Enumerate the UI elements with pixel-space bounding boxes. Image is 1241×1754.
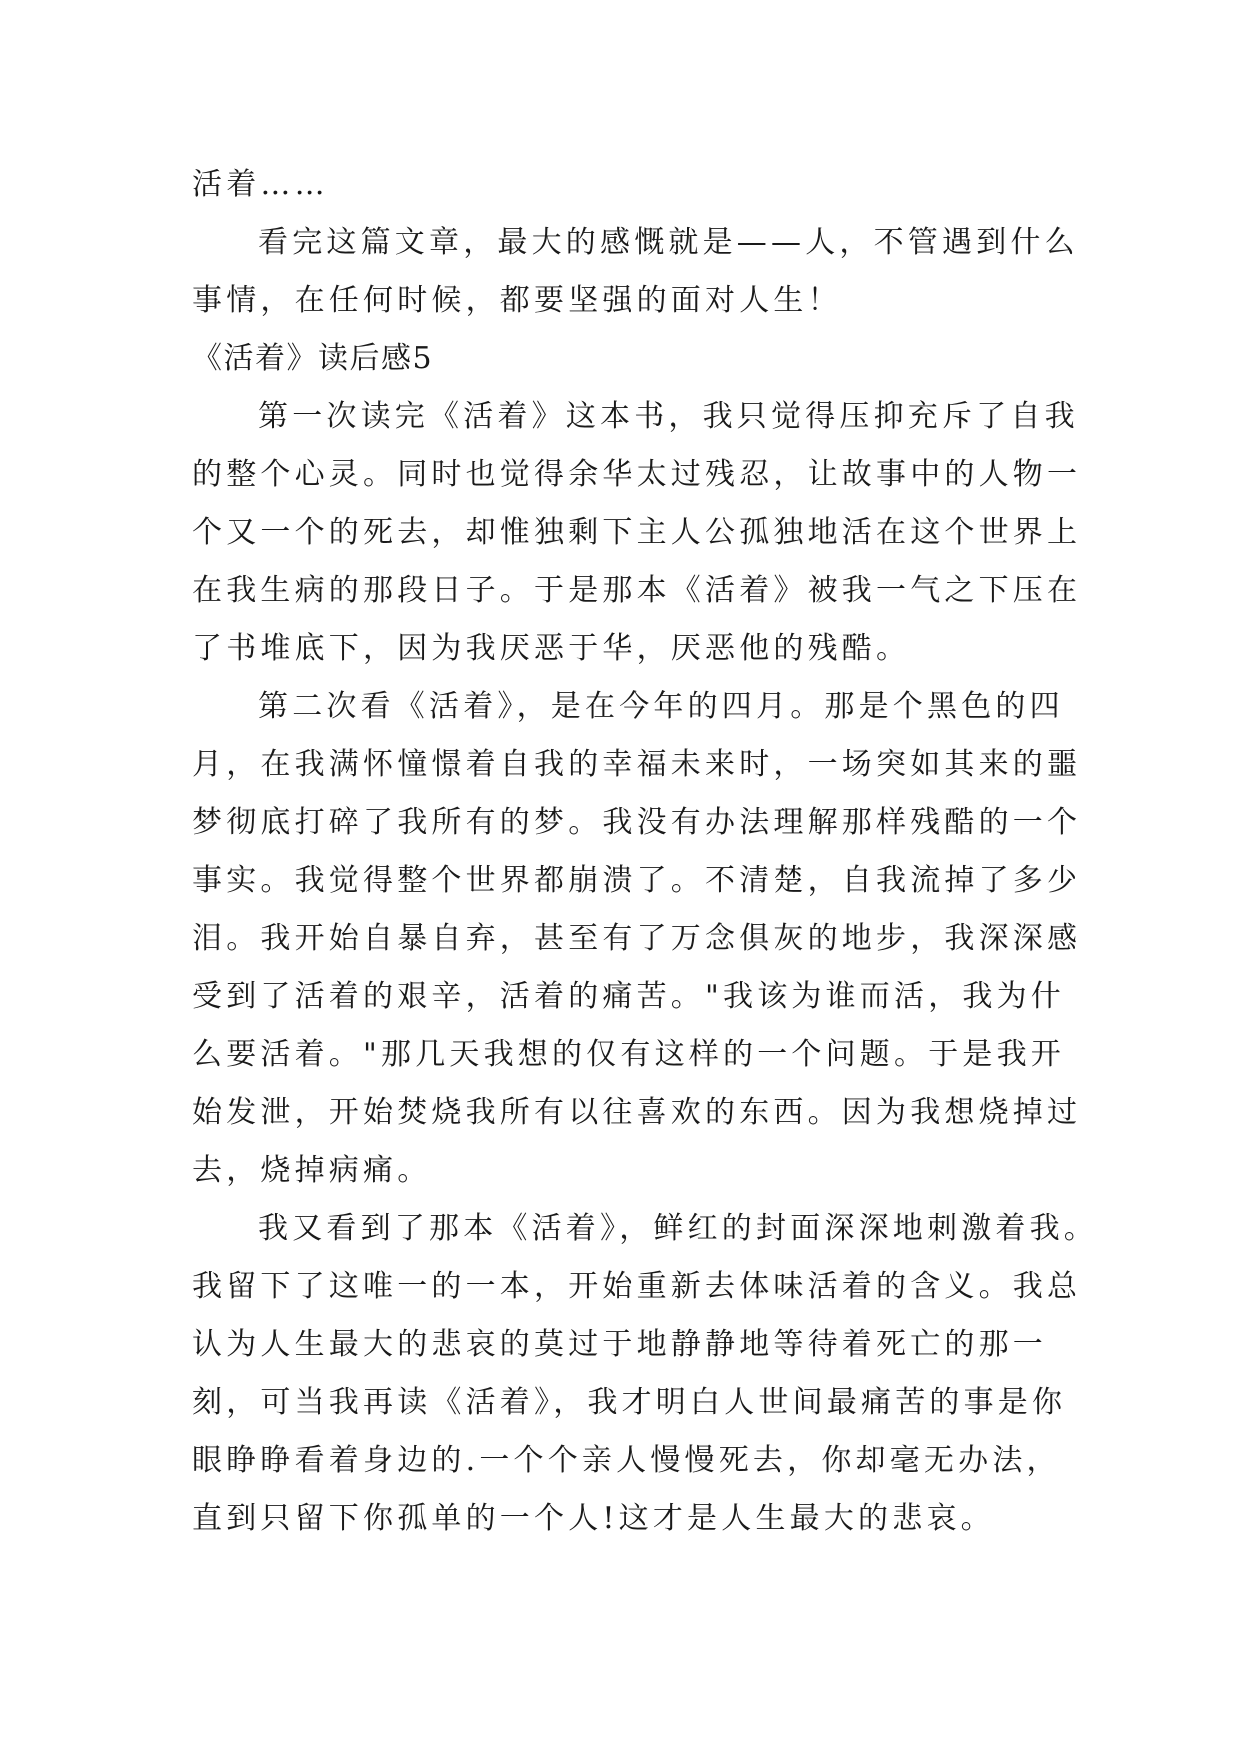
text-line: 事情，在任何时候，都要坚强的面对人生！ bbox=[192, 283, 842, 318]
paragraph-start-line: 第一次读完《活着》这本书，我只觉得压抑充斥了自我 bbox=[258, 399, 1079, 434]
text-line: 活着…… bbox=[192, 167, 329, 202]
text-line: 月，在我满怀憧憬着自我的幸福未来时，一场突如其来的噩 bbox=[192, 747, 1082, 782]
text-line: 受到了活着的艰辛，活着的痛苦。"我该为谁而活，我为什 bbox=[192, 979, 1065, 1014]
text-line: 梦彻底打碎了我所有的梦。我没有办法理解那样残酷的一个 bbox=[192, 805, 1082, 840]
text-line: 直到只留下你孤单的一个人!这才是人生最大的悲哀。 bbox=[192, 1501, 995, 1536]
text-line: 去，烧掉病痛。 bbox=[192, 1153, 432, 1188]
text-line: 刻，可当我再读《活着》，我才明白人世间最痛苦的事是你 bbox=[192, 1385, 1067, 1420]
paragraph-start-line: 第二次看《活着》，是在今年的四月。那是个黑色的四 bbox=[258, 689, 1064, 724]
text-line: 泪。我开始自暴自弃，甚至有了万念俱灰的地步，我深深感 bbox=[192, 921, 1082, 956]
paragraph-start-line: 我又看到了那本《活着》，鲜红的封面深深地刺激着我。 bbox=[258, 1211, 1098, 1246]
text-line: 了书堆底下，因为我厌恶于华，厌恶他的残酷。 bbox=[192, 631, 911, 666]
text-line: 认为人生最大的悲哀的莫过于地静静地等待着死亡的那一 bbox=[192, 1327, 1047, 1362]
text-line: 的整个心灵。同时也觉得余华太过残忍，让故事中的人物一 bbox=[192, 457, 1082, 492]
paragraph-start-line: 看完这篇文章，最大的感慨就是——人，不管遇到什么 bbox=[258, 225, 1079, 260]
text-line: 事实。我觉得整个世界都崩溃了。不清楚，自我流掉了多少 bbox=[192, 863, 1082, 898]
text-line: 眼睁睁看着身边的.一个个亲人慢慢死去，你却毫无办法， bbox=[192, 1443, 1061, 1478]
document-page bbox=[192, 156, 1098, 1548]
text-line: 个又一个的死去，却惟独剩下主人公孤独地活在这个世界上 bbox=[192, 515, 1082, 550]
text-line: 在我生病的那段日子。于是那本《活着》被我一气之下压在 bbox=[192, 573, 1082, 608]
text-line: 始发泄，开始焚烧我所有以往喜欢的东西。因为我想烧掉过 bbox=[192, 1095, 1082, 1130]
text-line: 么要活着。"那几天我想的仅有这样的一个问题。于是我开 bbox=[192, 1037, 1065, 1072]
text-line: 我留下了这唯一的一本，开始重新去体味活着的含义。我总 bbox=[192, 1269, 1082, 1304]
section-heading: 《活着》读后感5 bbox=[192, 341, 434, 376]
